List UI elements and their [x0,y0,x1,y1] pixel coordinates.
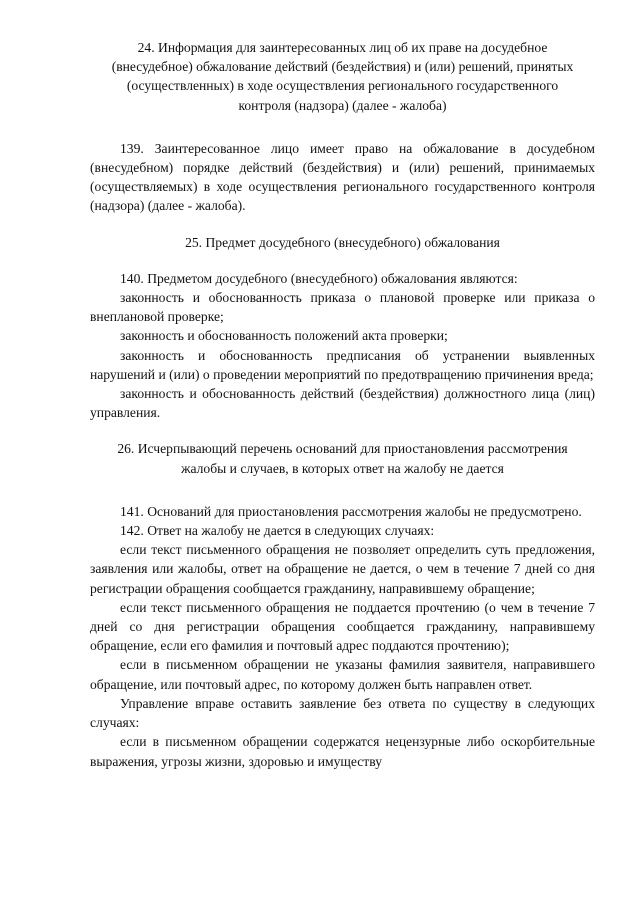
paragraph-142: 142. Ответ на жалобу не дается в следующих случаях: [120,523,435,539]
paragraph-140: 140. Предметом досудебного (внесудебного) обжалования являются: [120,270,518,286]
list-item-prescription-legality: законность и обоснованность предписания об устранении выявленных нарушений и (или) о проведении мероприятий по предотвращению причинения вреда; [90,347,595,382]
list-item-order-legality: законность и обоснованность приказа о плановой проверке или приказа о внеплановой проверке; [90,290,595,325]
paragraph-139: 139. Заинтересованное лицо имеет право на обжалование в досудебном (внесудебном) порядке действий (бездействия) и (или) решений, принимаемых (осуществляемых) в ходе осуществления регионального государственного контроля (надзора) (далее - жалоба). [90,140,595,214]
case-unclear-text: если текст письменного обращения не позволяет определить суть предложения, заявления или жалобы, ответ на обращение не дается, о чем в течение 7 дней со дня регистрации обращения сообщается гражданину, направившему обращение; [90,542,595,596]
document-body [90,38,595,771]
section-24-heading: 24. Информация для заинтересованных лиц об их праве на досудебное (внесудебное) обжалование действий (бездействия) и (или) решений, принятых (осуществленных) в ходе осуществления регионального государственного контроля (надзора) (далее - жалоба) [111,40,574,113]
case-unreadable-text: если текст письменного обращения не поддается прочтению (о чем в течение 7 дней со дня регистрации обращения сообщается гражданину, направившему обращение, если его фамилия и почтовый адрес поддаются прочтению); [90,599,595,654]
list-item-officials-actions-legality: законность и обоснованность действий (бездействия) должностного лица (лиц) управления. [90,386,595,421]
list-item-act-legality: законность и обоснованность положений акта проверки; [120,328,448,344]
paragraph-141: 141. Оснований для приостановления рассмотрения жалобы не предусмотрено. [120,503,582,519]
case-no-name-address: если в письменном обращении не указаны фамилия заявителя, направившего обращение, или почтовый адрес, по которому должен быть направлен ответ. [90,657,595,692]
section-26-heading: 26. Исчерпывающий перечень оснований для приостановления рассмотрения жалобы и случаев, в которых ответ на жалобу не дается [117,441,568,476]
case-offensive-language: если в письменном обращении содержатся нецензурные либо оскорбительные выражения, угрозы жизни, здоровью и имуществу [90,734,595,769]
section-25-heading: 25. Предмет досудебного (внесудебного) обжалования [185,234,500,250]
paragraph-office-right: Управление вправе оставить заявление без ответа по существу в следующих случаях: [90,695,595,731]
